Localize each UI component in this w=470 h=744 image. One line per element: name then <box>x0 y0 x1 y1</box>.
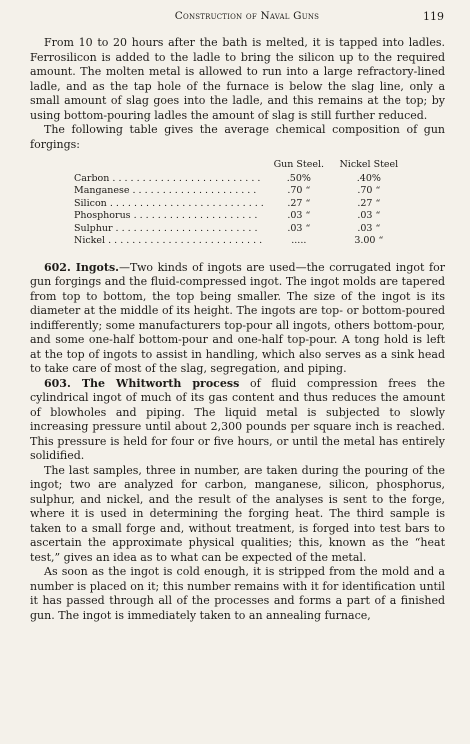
gun-steel-value: .70 “ <box>287 185 311 196</box>
paragraph-table-intro: The following table gives the average chemical composition of gun forgings: <box>30 123 445 151</box>
table-row <box>74 173 404 186</box>
page-body <box>30 36 445 623</box>
section-602 <box>30 261 445 377</box>
gun-steel-value: ..... <box>291 235 307 246</box>
table-row <box>74 185 404 198</box>
element-name: Nickel . . . . . . . . . . . . . . . . . . . . . . . . . . <box>74 235 263 246</box>
column-header-nickel-steel: Nickel Steel <box>339 159 399 170</box>
element-name: Silicon . . . . . . . . . . . . . . . . . . . . . . . . . . <box>74 197 264 209</box>
element-name: Carbon . . . . . . . . . . . . . . . . . . . . . . . . . <box>74 172 261 184</box>
table-row <box>74 210 404 223</box>
nickel-steel-value: .27 “ <box>357 197 381 209</box>
section-602-heading: 602. Ingots. <box>44 260 119 274</box>
table-row <box>74 223 404 236</box>
nickel-steel-value: .40% <box>356 172 381 184</box>
section-603-text: of fluid compression frees the cylindrical ingot of much of its gas content and thus reduces the amount of blowholes and piping. The liquid metal is subjected to slowly increasing pressure until about 2,300 pounds per square inch is reached. This pressure is held for four or five hours, or until the metal has entirely solidified. <box>30 376 445 462</box>
table-row <box>74 235 404 248</box>
nickel-steel-value: 3.00 “ <box>354 235 384 246</box>
element-name: Sulphur . . . . . . . . . . . . . . . . . . . . . . . . <box>74 222 258 234</box>
running-header <box>30 10 444 26</box>
section-602-text: —Two kinds of ingots are used—the corrugated ingot for gun forgings and the fluid-compressed ingot. The ingot molds are tapered from top to bottom, the top being smaller. The size of the ingot is its diameter at the middle of its height. The ingots are top- or bottom-poured indifferently; some manufacturers top-pour all ingots, others bottom-pour, and some one-half bottom-pour and one-half top-pour. A tong hold is left at the top of ingots to assist in handling, which also serves as a sink head to take care of most of the slag, segregation, and piping. <box>30 260 445 375</box>
paragraph-tapping: From 10 to 20 hours after the bath is melted, it is tapped into ladles. Ferrosilicon is added to the ladle to bring the silicon up to the required amount. The molten metal is allowed to run into a large refractory-lined ladle, and as the tap hole of the furnace is below the slag line, only a small amount of slag goes into the ladle, and this remains at the top; by using bottom-pouring ladles the amount of slag is still further reduced. <box>30 36 445 122</box>
gun-steel-value: .03 “ <box>287 222 311 234</box>
section-603 <box>30 377 445 464</box>
running-title: Construction of Naval Guns <box>174 10 320 22</box>
gun-steel-value: .50% <box>286 172 311 184</box>
composition-table <box>74 159 404 248</box>
element-name: Phosphorus . . . . . . . . . . . . . . . . . . . . . <box>74 210 258 221</box>
page-number: 119 <box>423 10 444 23</box>
table-header-row <box>74 159 404 173</box>
section-603-heading: 603. The Whitworth process <box>44 376 240 390</box>
column-header-gun-steel: Gun Steel. <box>273 159 325 170</box>
nickel-steel-value: .70 “ <box>357 185 381 196</box>
element-name: Manganese . . . . . . . . . . . . . . . . . . . . . <box>74 185 257 196</box>
nickel-steel-value: .03 “ <box>357 210 381 221</box>
gun-steel-value: .27 “ <box>287 197 311 209</box>
nickel-steel-value: .03 “ <box>357 222 381 234</box>
gun-steel-value: .03 “ <box>287 210 311 221</box>
paragraph-stripping: As soon as the ingot is cold enough, it is stripped from the mold and a number is placed on it; this number remains with it for identification until it has passed through all of the processes and forms a part of a finished gun. The ingot is immediately taken to an annealing furnace, <box>30 565 445 622</box>
paragraph-samples: The last samples, three in number, are taken during the pouring of the ingot; two are analyzed for carbon, manganese, silicon, phosphorus, sulphur, and nickel, and the result of the analyses is sent to the forge, where it is used in determining the forging heat. The third sample is taken to a small forge and, without treatment, is forged into test bars to ascertain the approximate physical qualities; this, known as the “heat test,” gives an idea as to what can be expected of the metal. <box>30 463 445 564</box>
table-row <box>74 198 404 211</box>
